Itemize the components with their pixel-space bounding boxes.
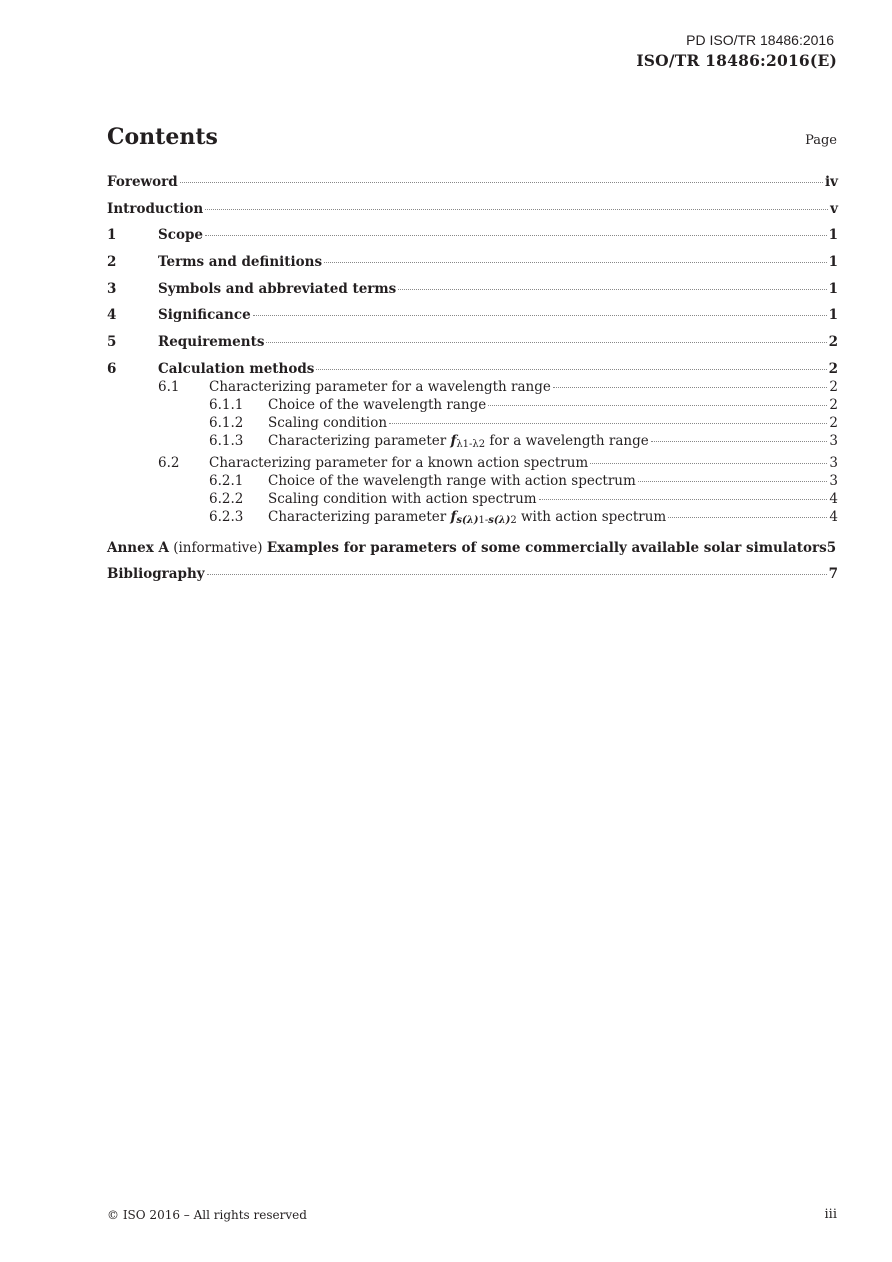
toc-title: Symbols and abbreviated terms <box>158 280 397 297</box>
toc-title: Bibliography <box>107 566 205 583</box>
document-id-header: PD ISO/TR 18486:2016 <box>686 32 834 48</box>
leader-dots <box>488 405 827 406</box>
toc-page: 2 <box>829 396 838 413</box>
toc-number: 3 <box>107 280 117 297</box>
toc-entry-calculation-methods[interactable] <box>107 360 838 378</box>
toc-entry-foreword[interactable] <box>107 173 838 191</box>
toc-page: v <box>830 200 838 217</box>
toc-number: 5 <box>107 334 117 351</box>
parameter-subscript: s(λ)1-s(λ)2 <box>456 514 517 526</box>
leader-dots <box>668 517 827 518</box>
toc-title: Choice of the wavelength range with action spectrum <box>268 472 636 489</box>
toc-title: Characterizing parameter for a known action spectrum <box>209 454 589 471</box>
document-id-edition: ISO/TR 18486:2016(E) <box>636 51 837 70</box>
leader-dots <box>389 423 827 424</box>
toc-page: 2 <box>829 378 838 395</box>
toc-number: 6.2 <box>158 454 180 471</box>
leader-dots <box>316 369 826 370</box>
toc-entry-annex-a[interactable] <box>107 539 838 557</box>
toc-entry-requirements[interactable] <box>107 333 838 351</box>
parameter-symbol: f <box>450 432 457 449</box>
toc-number: 6.1.2 <box>209 414 244 431</box>
leader-dots <box>398 289 826 290</box>
toc-entry-significance[interactable] <box>107 306 838 324</box>
leader-dots <box>539 499 828 500</box>
toc-page: 1 <box>828 307 838 324</box>
toc-title: Foreword <box>107 174 178 190</box>
toc-title: Introduction <box>107 200 204 217</box>
toc-page: iv <box>825 174 838 190</box>
toc-title: Scope <box>158 227 204 244</box>
parameter-subscript: λ1-λ2 <box>456 438 486 450</box>
leader-dots <box>553 387 828 388</box>
toc-page: 4 <box>829 490 838 507</box>
toc-number: 4 <box>107 307 117 324</box>
toc-entry-bibliography[interactable] <box>107 565 838 583</box>
toc-page: 4 <box>829 508 838 525</box>
toc-page: 2 <box>828 334 838 351</box>
page-number: iii <box>824 1207 837 1222</box>
toc-entry-6-1-1[interactable] <box>107 396 838 414</box>
toc-entry-scope[interactable] <box>107 226 838 244</box>
toc-title: Characterizing parameter $f_{\lambda 1-\lambda 2}$ for a wavelength range <box>268 432 649 450</box>
toc-title: Characterizing parameter $f_{s(\lambda)1-s(\lambda)2}$ with action spectrum <box>268 508 667 526</box>
toc-page: 3 <box>829 454 838 471</box>
toc-title: Scaling condition with action spectrum <box>268 490 537 507</box>
toc-number: 6 <box>107 360 117 377</box>
toc-number: 6.1 <box>158 378 180 395</box>
toc-entry-6-2-2[interactable] <box>107 490 838 508</box>
annex-label: Annex A <box>107 539 169 556</box>
annex-title: Examples for parameters of some commercially available solar simulators <box>266 539 827 556</box>
toc-entry-6-1-3[interactable] <box>107 432 838 454</box>
leader-dots <box>207 574 827 575</box>
toc-number: 2 <box>107 254 117 271</box>
table-of-contents <box>107 173 838 583</box>
toc-entry-terms-and-definitions[interactable] <box>107 253 838 271</box>
copyright-notice: © ISO 2016 – All rights reserved <box>107 1208 307 1222</box>
leader-dots <box>205 235 827 236</box>
toc-number: 6.2.2 <box>209 490 244 507</box>
toc-entry-symbols[interactable] <box>107 280 838 298</box>
toc-page: 5 <box>826 539 837 556</box>
toc-entry-6-2[interactable] <box>107 454 838 472</box>
leader-dots <box>266 342 826 343</box>
toc-title: Terms and definitions <box>158 254 323 271</box>
toc-title <box>107 539 827 557</box>
leader-dots <box>324 262 827 263</box>
toc-page: 2 <box>828 360 838 377</box>
toc-entry-6-2-3[interactable] <box>107 508 838 530</box>
toc-number: 6.2.3 <box>209 508 244 525</box>
toc-title: Choice of the wavelength range <box>268 396 487 413</box>
toc-page: 2 <box>829 414 838 431</box>
leader-dots <box>205 209 828 210</box>
toc-entry-6-1[interactable] <box>107 378 838 396</box>
toc-title: Significance <box>158 307 251 324</box>
toc-entry-6-1-2[interactable] <box>107 414 838 432</box>
toc-page: 3 <box>829 472 838 489</box>
leader-dots <box>180 182 823 183</box>
toc-title: Scaling condition <box>268 414 388 431</box>
toc-page: 3 <box>829 432 838 449</box>
toc-title: Calculation methods <box>158 360 315 377</box>
toc-number: 1 <box>107 227 117 244</box>
toc-page: 7 <box>828 566 838 583</box>
toc-entry-introduction[interactable] <box>107 200 838 218</box>
page-column-label: Page <box>805 133 837 148</box>
leader-dots <box>590 463 827 464</box>
toc-number: 6.2.1 <box>209 472 244 489</box>
toc-title: Requirements <box>158 334 265 351</box>
leader-dots <box>253 315 827 316</box>
contents-title: Contents <box>107 124 218 150</box>
toc-entry-6-2-1[interactable] <box>107 472 838 490</box>
toc-page: 1 <box>828 280 838 297</box>
toc-number: 6.1.1 <box>209 396 244 413</box>
parameter-symbol: f <box>450 508 457 525</box>
toc-page: 1 <box>828 227 838 244</box>
leader-dots <box>638 481 828 482</box>
toc-title: Characterizing parameter for a wavelength range <box>209 378 551 395</box>
toc-number: 6.1.3 <box>209 432 244 449</box>
leader-dots <box>651 441 828 442</box>
toc-page: 1 <box>828 254 838 271</box>
annex-type: (informative) <box>168 539 267 556</box>
